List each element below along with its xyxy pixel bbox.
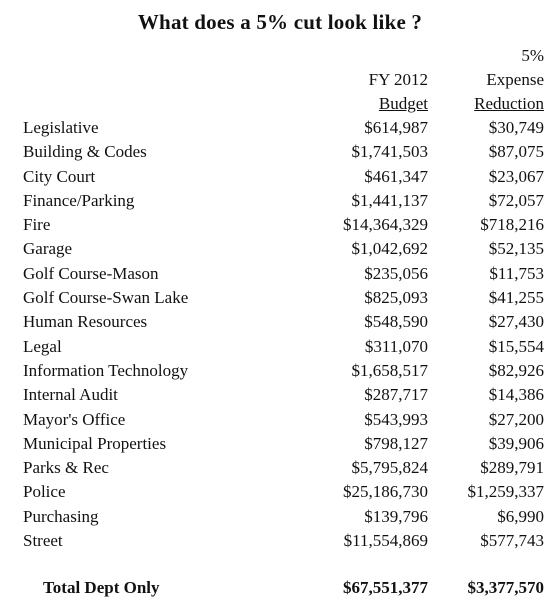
budget-value: $139,796 <box>364 506 428 526</box>
department-name: Golf Course-Swan Lake <box>23 288 189 308</box>
table-row <box>0 140 560 164</box>
reduction-value: $6,990 <box>497 506 544 526</box>
table-row <box>0 408 560 432</box>
reduction-value: $289,791 <box>480 458 544 478</box>
department-name: Human Resources <box>23 312 148 332</box>
table-row <box>0 237 560 261</box>
table-row <box>0 189 560 213</box>
reduction-value: $11,753 <box>489 263 544 283</box>
reduction-value: $82,926 <box>488 360 544 380</box>
reduction-value: $718,216 <box>480 215 544 235</box>
department-name: Parks & Rec <box>23 458 109 478</box>
budget-value: $548,590 <box>364 312 428 332</box>
budget-value: $25,186,730 <box>343 482 428 502</box>
table-row <box>0 165 560 189</box>
total-row <box>0 576 560 600</box>
budget-value: $543,993 <box>364 409 428 429</box>
department-name: Legislative <box>23 118 99 137</box>
department-name: Garage <box>23 239 73 259</box>
budget-value: $11,554,869 <box>343 531 428 551</box>
department-table <box>0 116 560 553</box>
department-name: Municipal Properties <box>23 433 167 453</box>
reduction-value: $27,430 <box>488 312 544 332</box>
budget-value: $235,056 <box>364 263 428 283</box>
table-row <box>0 116 560 140</box>
reduction-header-line3: Reduction <box>474 94 544 113</box>
total-label: Total Dept Only <box>43 578 160 597</box>
department-name: Golf Course-Mason <box>23 263 159 283</box>
table-row <box>0 432 560 456</box>
table-row <box>0 286 560 310</box>
table-row <box>0 480 560 504</box>
table-row <box>0 529 560 553</box>
budget-header-line2: Budget <box>378 94 428 113</box>
budget-value: $798,127 <box>364 433 428 453</box>
reduction-header-line1: 5% <box>521 46 544 65</box>
reduction-value: $39,906 <box>488 433 544 453</box>
budget-value: $614,987 <box>364 118 428 137</box>
budget-value: $311,070 <box>364 336 428 356</box>
reduction-value: $30,749 <box>488 118 544 137</box>
table-row <box>0 359 560 383</box>
department-name: Police <box>23 482 66 502</box>
reduction-value: $14,386 <box>488 385 544 405</box>
reduction-value: $1,259,337 <box>467 482 544 502</box>
page-title: What does a 5% cut look like ? <box>137 10 423 34</box>
reduction-column-header <box>424 44 544 116</box>
table-row <box>0 383 560 407</box>
department-name: Internal Audit <box>23 385 118 405</box>
budget-value: $1,741,503 <box>351 142 428 162</box>
reduction-value: $23,067 <box>488 166 544 186</box>
department-name: Legal <box>23 336 62 356</box>
reduction-value: $41,255 <box>488 288 544 308</box>
reduction-header-line2: Expense <box>486 70 544 89</box>
budget-value: $461,347 <box>364 166 428 186</box>
table-row <box>0 335 560 359</box>
budget-header-line1: FY 2012 <box>368 70 428 89</box>
department-name: Building & Codes <box>23 142 147 162</box>
budget-column-header <box>288 68 428 116</box>
reduction-value: $15,554 <box>488 336 544 356</box>
budget-value: $5,795,824 <box>351 458 428 478</box>
department-name: Mayor's Office <box>23 409 126 429</box>
department-name: Street <box>23 531 63 551</box>
reduction-value: $52,135 <box>488 239 544 259</box>
reduction-value: $577,743 <box>480 531 544 551</box>
table-row <box>0 310 560 334</box>
department-name: Purchasing <box>23 506 99 526</box>
table-row <box>0 213 560 237</box>
table-row <box>0 505 560 529</box>
table-row <box>0 456 560 480</box>
department-name: Information Technology <box>23 360 189 380</box>
budget-value: $14,364,329 <box>343 215 428 235</box>
department-name: Finance/Parking <box>23 190 135 210</box>
budget-value: $1,658,517 <box>351 360 428 380</box>
department-name: City Court <box>23 166 96 186</box>
reduction-value: $72,057 <box>488 190 544 210</box>
table-row <box>0 262 560 286</box>
budget-value: $1,042,692 <box>351 239 428 259</box>
total-reduction: $3,377,570 <box>467 578 544 597</box>
department-name: Fire <box>23 215 51 235</box>
budget-value: $1,441,137 <box>351 190 428 210</box>
budget-value: $825,093 <box>364 288 428 308</box>
budget-value: $287,717 <box>364 385 428 405</box>
reduction-value: $87,075 <box>488 142 544 162</box>
reduction-value: $27,200 <box>488 409 544 429</box>
total-budget: $67,551,377 <box>343 578 428 597</box>
